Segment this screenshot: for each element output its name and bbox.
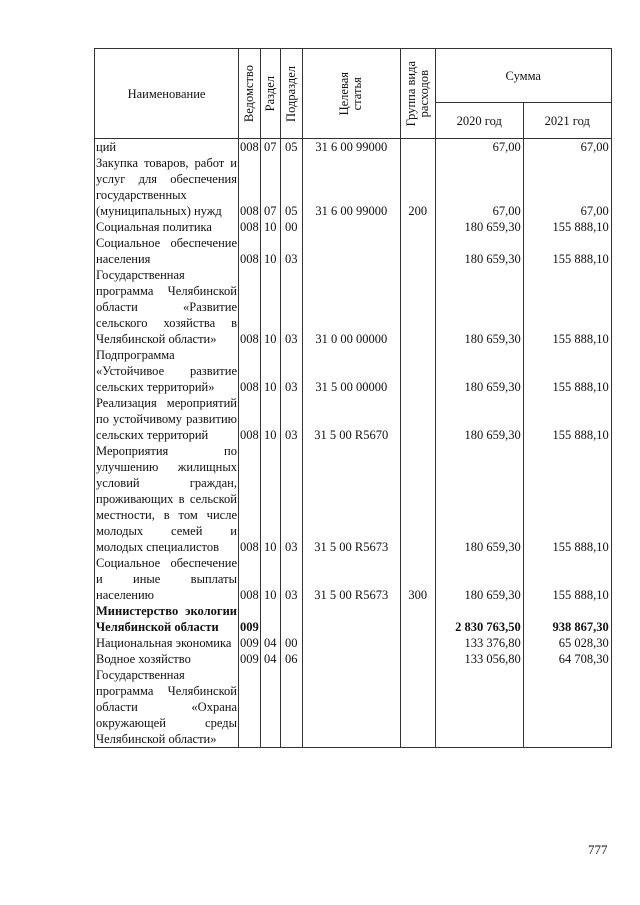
- cell-vedomstvo: 008: [240, 140, 259, 154]
- cell-sum-2020: 2 830 763,50: [435, 603, 523, 635]
- cell-sum-2021: 155 888,10: [523, 443, 611, 555]
- cell-name: Социальная политика: [95, 219, 239, 235]
- cell-podrazdel: 05: [280, 155, 302, 219]
- cell-celevaya-statya: [302, 635, 400, 651]
- cell-sum-2021: 67,00: [523, 139, 611, 156]
- cell-name: Закупка товаров, работ и услуг для обеспечения государственных (муниципальных) нужд: [96, 156, 237, 218]
- cell-celevaya-statya: [302, 235, 400, 267]
- cell-podrazdel: 00: [280, 219, 302, 235]
- cell-sum-2020: 180 659,30: [435, 443, 523, 555]
- budget-table: [94, 48, 612, 748]
- header-celevaya-statya: Целевая статья: [302, 49, 400, 139]
- cell-podrazdel: [280, 603, 302, 635]
- cell-sum-2021: 155 888,10: [523, 235, 611, 267]
- cell-vedomstvo: 008: [239, 395, 261, 443]
- header-razdel: Раздел: [260, 49, 280, 139]
- cell-sum-2021: 67,00: [523, 155, 611, 219]
- header-gruppa-vida: Группа вида расходов: [400, 49, 435, 139]
- cell-sum-2020: 180 659,30: [435, 347, 523, 395]
- cell-gruppa: [400, 139, 435, 156]
- cell-name: ций: [95, 139, 239, 156]
- cell-vedomstvo: 008: [239, 267, 261, 347]
- cell-celevaya-statya: [302, 651, 400, 667]
- cell-celevaya-statya: 31 5 00 R5673: [302, 555, 400, 603]
- cell-sum-2020: 133 056,80: [435, 651, 523, 667]
- cell-gruppa: [400, 347, 435, 395]
- cell-sum-2021: 155 888,10: [523, 219, 611, 235]
- cell-vedomstvo: 009: [239, 603, 261, 635]
- cell-podrazdel: 03: [280, 235, 302, 267]
- cell-vedomstvo: 008: [239, 555, 261, 603]
- cell-gruppa: [400, 219, 435, 235]
- cell-gruppa: [400, 267, 435, 347]
- cell-razdel: 10: [260, 443, 280, 555]
- cell-name: Водное хозяйство: [95, 651, 239, 667]
- cell-celevaya-statya: [302, 603, 400, 635]
- cell-podrazdel: 03: [280, 443, 302, 555]
- cell-vedomstvo: 008: [239, 347, 261, 395]
- cell-name: Подпрограмма «Устойчивое развитие сельских территорий»: [96, 348, 237, 394]
- cell-razdel: 04: [260, 635, 280, 651]
- cell-name: Государственная программа Челябинской области «Развитие сельского хозяйства в Челябинской области»: [96, 268, 237, 346]
- cell-razdel: 10: [260, 347, 280, 395]
- cell-gruppa: [400, 667, 435, 748]
- table-row: [95, 667, 612, 748]
- cell-razdel: 07: [260, 155, 280, 219]
- cell-podrazdel: 00: [280, 635, 302, 651]
- cell-podrazdel: 03: [280, 395, 302, 443]
- table-row: [95, 651, 612, 667]
- cell-name: Министерство экологии Челябинской области: [96, 604, 237, 634]
- cell-sum-2021: [523, 667, 611, 748]
- cell-podrazdel: 03: [280, 555, 302, 603]
- cell-vedomstvo: 008: [239, 235, 261, 267]
- cell-razdel: 04: [260, 651, 280, 667]
- cell-razdel: [260, 667, 280, 748]
- cell-sum-2021: 155 888,10: [523, 347, 611, 395]
- cell-vedomstvo: 008: [240, 220, 259, 234]
- cell-sum-2021: 155 888,10: [523, 395, 611, 443]
- cell-sum-2021: 155 888,10: [523, 555, 611, 603]
- table-row: [95, 395, 612, 443]
- header-vedomstvo: Ведомство: [239, 49, 261, 139]
- header-podrazdel: Подраздел: [280, 49, 302, 139]
- cell-vedomstvo: 009: [240, 652, 259, 666]
- cell-celevaya-statya: 31 5 00 R5670: [302, 395, 400, 443]
- cell-name: Социальное обеспечение и иные выплаты населению: [96, 556, 237, 602]
- header-name: Наименование: [95, 49, 239, 139]
- header-year-2021: 2021 год: [523, 103, 611, 139]
- cell-sum-2020: 180 659,30: [435, 395, 523, 443]
- cell-sum-2020: 180 659,30: [435, 555, 523, 603]
- table-row: [95, 635, 612, 651]
- cell-name: Реализация мероприятий по устойчивому развитию сельских территорий: [96, 396, 237, 442]
- cell-celevaya-statya: 31 5 00 00000: [302, 347, 400, 395]
- cell-sum-2020: 180 659,30: [435, 235, 523, 267]
- cell-gruppa: [400, 395, 435, 443]
- cell-name: Национальная экономика: [95, 635, 239, 651]
- cell-celevaya-statya: [302, 219, 400, 235]
- cell-gruppa: [400, 635, 435, 651]
- cell-vedomstvo: 008: [239, 443, 261, 555]
- cell-podrazdel: 03: [280, 347, 302, 395]
- cell-podrazdel: [280, 667, 302, 748]
- cell-sum-2020: 180 659,30: [435, 267, 523, 347]
- table-row: [95, 139, 612, 156]
- cell-sum-2020: 133 376,80: [435, 635, 523, 651]
- table-row: [95, 267, 612, 347]
- table-row: [95, 603, 612, 635]
- cell-celevaya-statya: [302, 667, 400, 748]
- header-year-2020: 2020 год: [435, 103, 523, 139]
- cell-name: Социальное обеспечение населения: [96, 236, 237, 266]
- cell-razdel: 10: [260, 555, 280, 603]
- cell-podrazdel: 03: [280, 267, 302, 347]
- cell-sum-2021: 938 867,30: [523, 603, 611, 635]
- cell-razdel: [260, 603, 280, 635]
- cell-vedomstvo: [239, 667, 261, 748]
- cell-podrazdel: 05: [280, 139, 302, 156]
- cell-celevaya-statya: 31 5 00 R5673: [302, 443, 400, 555]
- cell-gruppa: [400, 235, 435, 267]
- cell-sum-2020: 67,00: [435, 155, 523, 219]
- page-number: 777: [588, 842, 608, 857]
- cell-gruppa: [400, 603, 435, 635]
- table-row: [95, 235, 612, 267]
- cell-celevaya-statya: 31 6 00 99000: [302, 139, 400, 156]
- table-row: [95, 155, 612, 219]
- cell-celevaya-statya: 31 0 00 00000: [302, 267, 400, 347]
- cell-gruppa: [400, 651, 435, 667]
- table-row: [95, 555, 612, 603]
- cell-vedomstvo: 009: [240, 636, 259, 650]
- cell-razdel: 10: [260, 219, 280, 235]
- cell-name: Государственная программа Челябинской области «Охрана окружающей среды Челябинской области»: [96, 668, 237, 746]
- cell-razdel: 10: [260, 235, 280, 267]
- cell-name: Мероприятия по улучшению жилищных условий граждан, проживающих в сельской местности, в том числе молодых семей и молодых специалистов: [96, 444, 237, 554]
- cell-razdel: 10: [260, 267, 280, 347]
- table-row: [95, 347, 612, 395]
- table-row: [95, 443, 612, 555]
- table-row: [95, 219, 612, 235]
- cell-razdel: 07: [260, 139, 280, 156]
- cell-sum-2021: 65 028,30: [523, 635, 611, 651]
- cell-sum-2021: 64 708,30: [523, 651, 611, 667]
- cell-sum-2020: 67,00: [435, 139, 523, 156]
- cell-vedomstvo: 008: [239, 155, 261, 219]
- cell-sum-2020: [435, 667, 523, 748]
- cell-podrazdel: 06: [280, 651, 302, 667]
- cell-gruppa: [400, 443, 435, 555]
- cell-sum-2020: 180 659,30: [435, 219, 523, 235]
- cell-gruppa: 300: [400, 555, 435, 603]
- cell-razdel: 10: [260, 395, 280, 443]
- cell-sum-2021: 155 888,10: [523, 267, 611, 347]
- cell-gruppa: 200: [400, 155, 435, 219]
- table-body: [95, 139, 612, 748]
- header-summa: Сумма: [435, 49, 611, 103]
- cell-celevaya-statya: 31 6 00 99000: [302, 155, 400, 219]
